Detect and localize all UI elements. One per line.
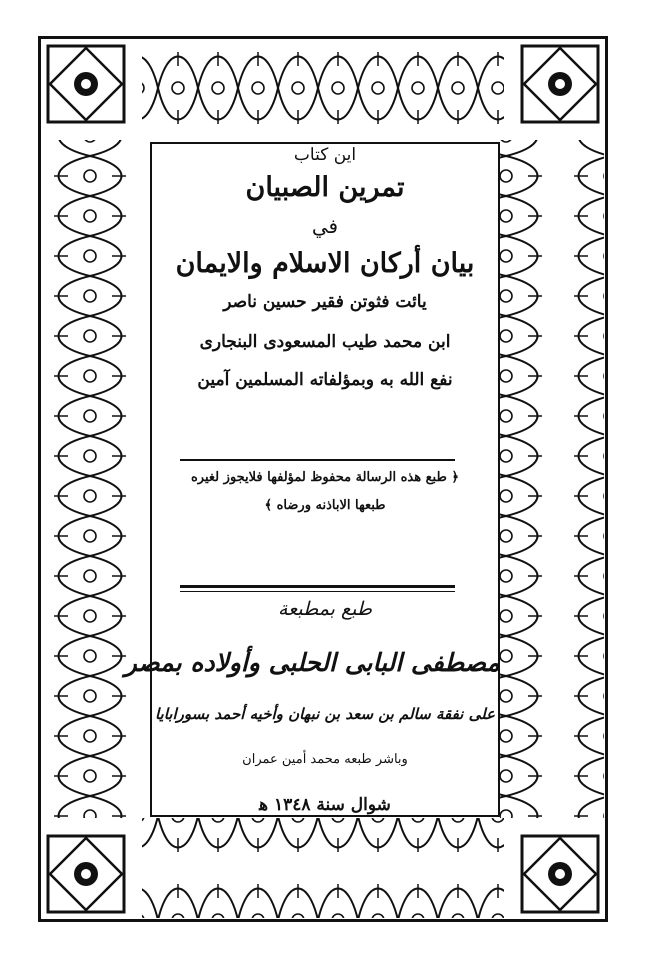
book-title: تمرين الصبيان: [245, 172, 405, 203]
corner-ornament-bottom-right: [514, 828, 606, 920]
financed-by: على نفقة سالم بن سعد بن نبهان وأخيه أحمد بسورابايا: [154, 705, 495, 723]
preposition: في: [311, 214, 339, 238]
subject-title: بيان أركان الاسلام والايمان: [175, 248, 475, 279]
supervisor-line: وباشر طبعه محمد أمين عمران: [242, 752, 408, 767]
copyright-line-1: ﴿ طبع هذه الرسالة محفوظ لمؤلفها فلايجوز لغيره: [191, 470, 459, 485]
pre-title: این کتاب: [293, 145, 357, 165]
author-line-1: يائت فثوتن فقير حسين ناصر: [223, 292, 427, 312]
publication-date: شوال سنة ١٣٤٨ ﻫ: [259, 795, 391, 815]
double-rule: [180, 585, 455, 592]
publisher-name: مصطفى البابى الحلبى وأولاده بمصر: [124, 648, 500, 677]
corner-ornament-bottom-left: [40, 828, 132, 920]
prayer-line: نفع الله به وبمؤلفاته المسلمين آمين: [197, 370, 453, 390]
copyright-line-2: طبعها الاباذنه ورضاه ﴾: [264, 498, 386, 513]
printed-at: طبع بمطبعة: [278, 598, 372, 620]
corner-ornament-top-left: [40, 38, 132, 130]
author-line-2: ابن محمد طيب المسعودى البنجارى: [199, 332, 451, 352]
corner-ornament-top-right: [514, 38, 606, 130]
rule-top: [180, 459, 455, 461]
